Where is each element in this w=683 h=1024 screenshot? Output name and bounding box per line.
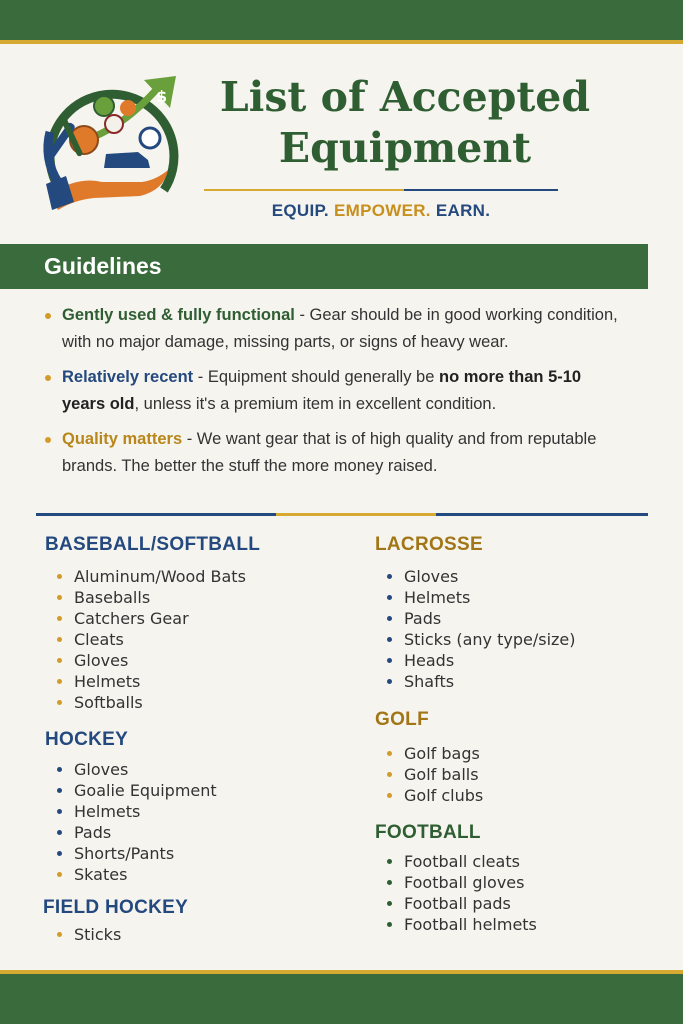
dollar-sign: $	[156, 87, 168, 106]
guideline-item	[44, 364, 624, 418]
list-item: Shorts/Pants	[45, 843, 355, 864]
list-item: Helmets	[45, 671, 355, 692]
guideline-item	[44, 426, 624, 480]
category-title-hockey: HOCKEY	[45, 729, 129, 750]
guideline-emphasis: no more than 5-10 years old	[62, 368, 582, 413]
list-item: Golf balls	[375, 764, 655, 785]
list-item: Goalie Equipment	[45, 780, 355, 801]
category-title-football: FOOTBALL	[375, 822, 481, 843]
guideline-lead: Quality matters	[62, 430, 183, 448]
top-green-band	[0, 0, 683, 40]
guideline-lead: Relatively recent	[62, 368, 194, 386]
category-golf	[375, 708, 655, 806]
bottom-green-band	[0, 974, 683, 1024]
list-item: Cleats	[45, 629, 355, 650]
category-baseball	[45, 533, 355, 713]
list-item: Golf bags	[375, 743, 655, 764]
category-field-hockey	[43, 896, 353, 945]
category-lacrosse	[375, 533, 655, 692]
list-item: Sticks (any type/size)	[375, 629, 655, 650]
guideline-text: - Equipment should generally be	[193, 368, 439, 386]
field-hockey-list	[45, 924, 353, 945]
list-item: Pads	[45, 822, 355, 843]
guideline-item	[44, 302, 624, 356]
list-item: Football gloves	[375, 872, 655, 893]
guidelines-heading: Guidelines	[0, 244, 648, 289]
category-hockey	[45, 728, 355, 885]
page-title	[200, 72, 610, 174]
category-title-field-hockey: FIELD HOCKEY	[43, 897, 189, 918]
list-item: Pads	[375, 608, 655, 629]
list-item: Football cleats	[375, 851, 655, 872]
football-list	[375, 851, 655, 935]
title-divider	[204, 189, 558, 191]
guideline-text: - Gear should be in good working condition, with no major damage, missing parts, or signs of heavy wear.	[62, 306, 618, 351]
section-divider	[36, 513, 648, 516]
list-item: Shafts	[375, 671, 655, 692]
list-item: Gloves	[45, 759, 355, 780]
list-item: Heads	[375, 650, 655, 671]
list-item: Helmets	[45, 801, 355, 822]
list-item: Aluminum/Wood Bats	[45, 566, 355, 587]
guidelines-list	[44, 302, 624, 488]
list-item: Baseballs	[45, 587, 355, 608]
list-item: Helmets	[375, 587, 655, 608]
tagline-earn: EARN.	[435, 201, 491, 220]
list-item: Catchers Gear	[45, 608, 355, 629]
lacrosse-list	[375, 566, 655, 692]
title-line-2: Equipment	[278, 124, 532, 172]
tagline-empower: EMPOWER.	[333, 201, 431, 220]
list-item: Gloves	[45, 650, 355, 671]
guideline-text-continued: , unless it's a premium item in excellent condition.	[134, 395, 497, 413]
category-title-golf: GOLF	[375, 709, 429, 730]
top-gold-stripe	[0, 40, 683, 44]
category-football	[375, 821, 655, 935]
list-item: Gloves	[375, 566, 655, 587]
category-title-lacrosse: LACROSSE	[375, 534, 483, 555]
list-item: Golf clubs	[375, 785, 655, 806]
baseball-list	[45, 566, 355, 713]
guideline-lead: Gently used & fully functional	[62, 306, 295, 324]
hockey-list	[45, 759, 355, 885]
tagline	[204, 201, 558, 221]
golf-list	[375, 743, 655, 806]
title-line-1: List of Accepted	[219, 73, 591, 121]
guideline-text: - We want gear that is of high quality and from reputable brands. The better the stuff the more money raised.	[62, 430, 597, 475]
sports-donation-logo-icon	[38, 72, 184, 214]
list-item: Sticks	[45, 924, 353, 945]
list-item: Football pads	[375, 893, 655, 914]
list-item: Skates	[45, 864, 355, 885]
category-title-baseball: BASEBALL/SOFTBALL	[45, 534, 261, 555]
tagline-equip: EQUIP.	[271, 201, 329, 220]
list-item: Football helmets	[375, 914, 655, 935]
list-item: Softballs	[45, 692, 355, 713]
